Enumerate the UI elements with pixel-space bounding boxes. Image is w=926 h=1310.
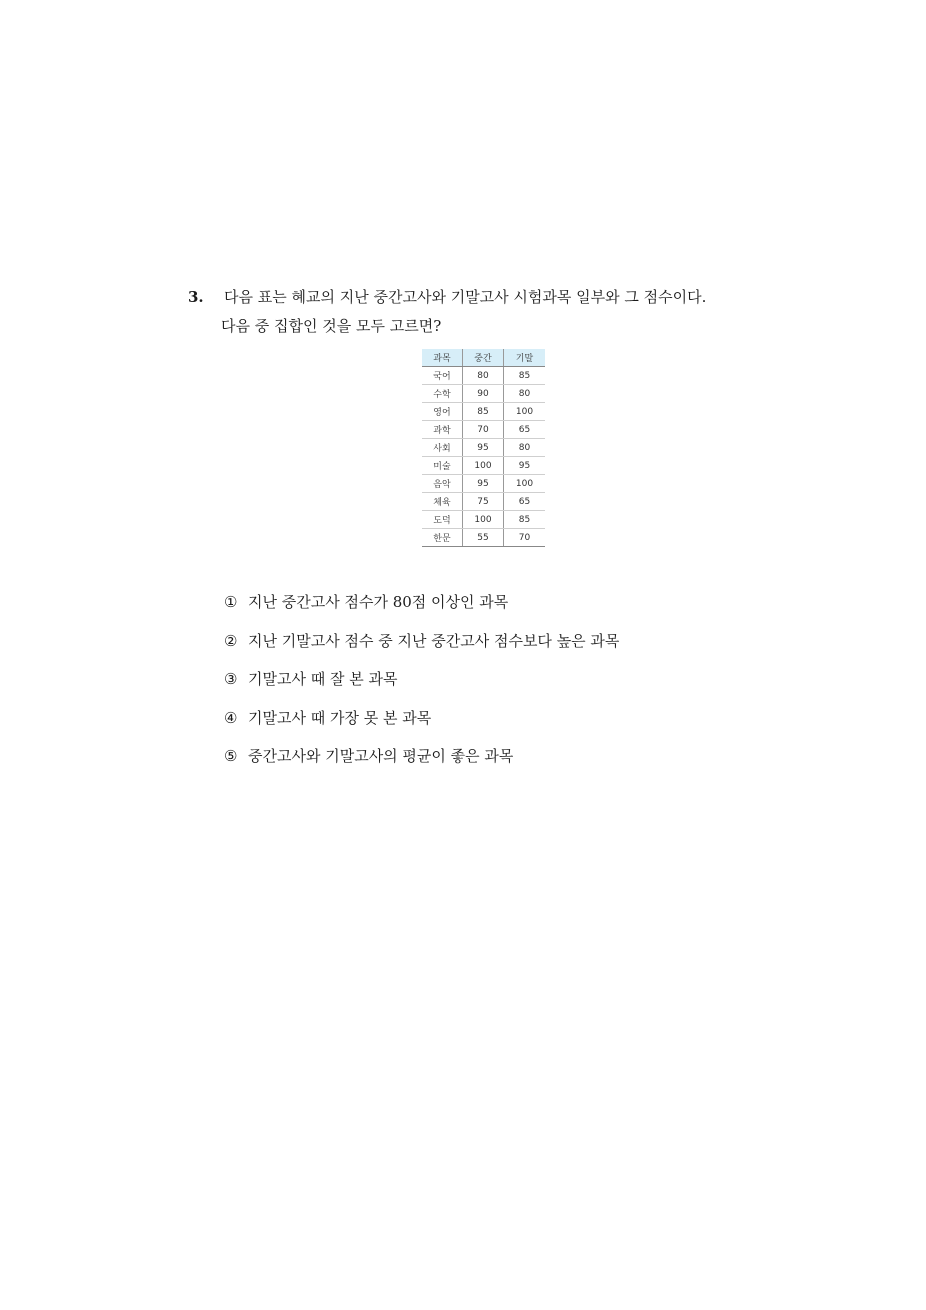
header-final: 기말 <box>504 349 546 367</box>
cell-subject: 체육 <box>422 493 463 511</box>
choice-text: 기말고사 때 잘 본 과목 <box>248 670 398 688</box>
cell-subject: 한문 <box>422 529 463 547</box>
choice-5[interactable] <box>224 746 824 766</box>
table-row <box>422 421 545 439</box>
cell-subject: 사회 <box>422 439 463 457</box>
cell-midterm: 100 <box>463 511 504 529</box>
choice-marker: ⑤ <box>224 747 238 765</box>
cell-midterm: 90 <box>463 385 504 403</box>
cell-midterm: 95 <box>463 439 504 457</box>
choice-text: 지난 중간고사 점수가 80점 이상인 과목 <box>248 593 509 611</box>
table-row <box>422 403 545 421</box>
cell-midterm: 95 <box>463 475 504 493</box>
choice-marker: ③ <box>224 670 238 688</box>
table-row <box>422 475 545 493</box>
question-text-line-2: 다음 중 집합인 것을 모두 고르면? <box>221 317 442 335</box>
cell-subject: 과학 <box>422 421 463 439</box>
header-subject: 과목 <box>422 349 463 367</box>
question-block <box>188 287 828 336</box>
choice-1[interactable] <box>224 592 824 612</box>
choice-text: 중간고사와 기말고사의 평균이 좋은 과목 <box>248 747 514 765</box>
header-midterm: 중간 <box>463 349 504 367</box>
cell-subject: 음악 <box>422 475 463 493</box>
choice-3[interactable] <box>224 669 824 689</box>
cell-subject: 영어 <box>422 403 463 421</box>
cell-final: 80 <box>504 439 546 457</box>
choice-text: 지난 기말고사 점수 중 지난 중간고사 점수보다 높은 과목 <box>248 631 620 650</box>
choice-text: 기말고사 때 가장 못 본 과목 <box>248 708 432 727</box>
cell-final: 100 <box>504 403 546 421</box>
cell-final: 65 <box>504 493 546 511</box>
choice-marker: ② <box>224 631 238 650</box>
cell-final: 65 <box>504 421 546 439</box>
cell-midterm: 80 <box>463 367 504 385</box>
cell-final: 95 <box>504 457 546 475</box>
score-table <box>422 349 545 547</box>
answer-choices <box>224 592 824 785</box>
cell-midterm: 75 <box>463 493 504 511</box>
question-text-line-1: 다음 표는 혜교의 지난 중간고사와 기말고사 시험과목 일부와 그 점수이다. <box>224 288 707 306</box>
table-row <box>422 529 545 547</box>
table-row <box>422 367 545 385</box>
cell-midterm: 100 <box>463 457 504 475</box>
cell-midterm: 70 <box>463 421 504 439</box>
cell-final: 80 <box>504 385 546 403</box>
choice-2[interactable] <box>224 631 824 651</box>
cell-subject: 수학 <box>422 385 463 403</box>
question-line-1 <box>188 287 828 307</box>
cell-final: 85 <box>504 367 546 385</box>
table-row <box>422 493 545 511</box>
table-row <box>422 457 545 475</box>
table-header-row <box>422 349 545 367</box>
cell-final: 100 <box>504 475 546 493</box>
cell-final: 70 <box>504 529 546 547</box>
table-row <box>422 385 545 403</box>
table-row <box>422 439 545 457</box>
question-number: 3. <box>188 288 204 306</box>
cell-subject: 국어 <box>422 367 463 385</box>
cell-subject: 도덕 <box>422 511 463 529</box>
cell-midterm: 85 <box>463 403 504 421</box>
choice-4[interactable] <box>224 708 824 728</box>
cell-subject: 미술 <box>422 457 463 475</box>
cell-midterm: 55 <box>463 529 504 547</box>
choice-marker: ④ <box>224 708 238 727</box>
table-row <box>422 511 545 529</box>
cell-final: 85 <box>504 511 546 529</box>
choice-marker: ① <box>224 593 238 611</box>
